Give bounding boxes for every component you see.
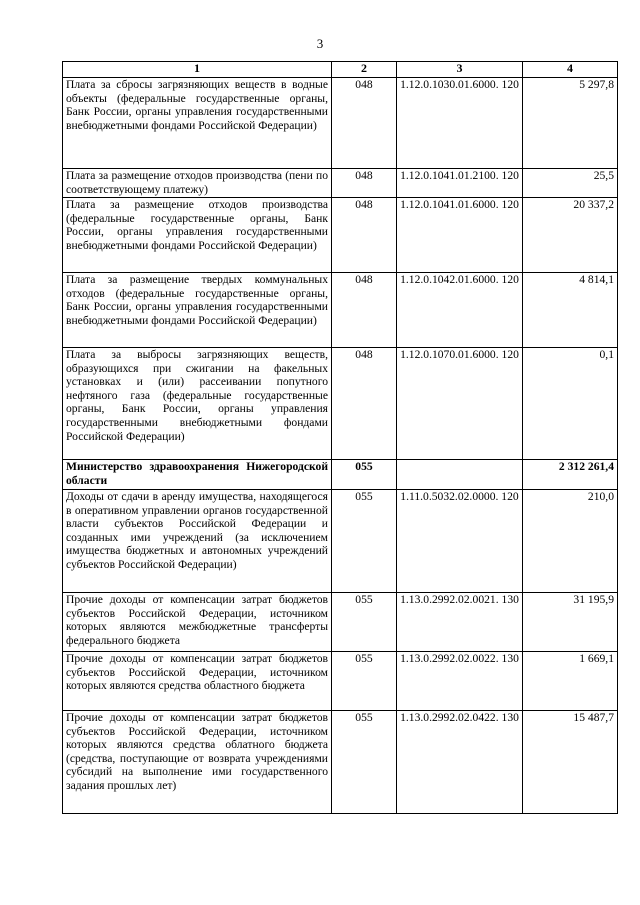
table-row: [63, 273, 618, 348]
table-header-row: [63, 62, 618, 78]
row-budget-code: [397, 460, 523, 490]
table-row: [63, 490, 618, 593]
row-description: Плата за размещение твердых коммунальных отходов (федеральные государственные органы, Банк России, органы управления государственными внебюджетными фондами Российской Федерации): [63, 273, 332, 348]
row-budget-code: 1.13.0.2992.02.0022. 130: [397, 652, 523, 711]
row-admin-code: 055: [332, 593, 397, 652]
row-description: Прочие доходы от компенсации затрат бюджетов субъектов Российской Федерации, источником которых являются межбюджетные трансферты федерального бюджета: [63, 593, 332, 652]
header-col-4: 4: [523, 62, 618, 78]
header-col-3: 3: [397, 62, 523, 78]
row-admin-code: 048: [332, 348, 397, 460]
table-row: [63, 348, 618, 460]
table-row: [63, 198, 618, 273]
row-amount: 2 312 261,4: [523, 460, 618, 490]
row-description: Министерство здравоохранения Нижегородской области: [63, 460, 332, 490]
row-amount: 15 487,7: [523, 711, 618, 814]
row-budget-code: 1.12.0.1042.01.6000. 120: [397, 273, 523, 348]
row-budget-code: 1.12.0.1041.01.6000. 120: [397, 198, 523, 273]
row-amount: 4 814,1: [523, 273, 618, 348]
row-description: Плата за выбросы загрязняющих веществ, образующихся при сжигании на факельных установках и (или) рассеивании попутного нефтяного газа (федеральные государственные органы, Банк России, органы управления государственными внебюджетными фондами Российской Федерации): [63, 348, 332, 460]
table-row: [63, 169, 618, 198]
row-description: Плата за размещение отходов производства (пени по соответствующему платежу): [63, 169, 332, 198]
row-amount: 1 669,1: [523, 652, 618, 711]
row-admin-code: 048: [332, 169, 397, 198]
row-description: Плата за размещение отходов производства (федеральные государственные органы, Банк России, органы управления государственными внебюджетными фондами Российской Федерации): [63, 198, 332, 273]
row-budget-code: 1.12.0.1030.01.6000. 120: [397, 78, 523, 169]
row-budget-code: 1.12.0.1041.01.2100. 120: [397, 169, 523, 198]
budget-revenue-table: [62, 61, 618, 814]
ministry-row: [63, 460, 618, 490]
row-admin-code: 048: [332, 273, 397, 348]
row-admin-code: 055: [332, 711, 397, 814]
row-budget-code: 1.13.0.2992.02.0422. 130: [397, 711, 523, 814]
row-admin-code: 048: [332, 198, 397, 273]
row-budget-code: 1.11.0.5032.02.0000. 120: [397, 490, 523, 593]
table-row: [63, 711, 618, 814]
table-row: [63, 593, 618, 652]
row-budget-code: 1.12.0.1070.01.6000. 120: [397, 348, 523, 460]
header-col-2: 2: [332, 62, 397, 78]
row-budget-code: 1.13.0.2992.02.0021. 130: [397, 593, 523, 652]
row-admin-code: 048: [332, 78, 397, 169]
row-description: Плата за сбросы загрязняющих веществ в водные объекты (федеральные государственные органы, Банк России, органы управления государственными внебюджетными фондами Российской Федерации): [63, 78, 332, 169]
row-amount: 210,0: [523, 490, 618, 593]
table-row: [63, 78, 618, 169]
table-row: [63, 652, 618, 711]
header-col-1: 1: [63, 62, 332, 78]
row-amount: 0,1: [523, 348, 618, 460]
row-admin-code: 055: [332, 460, 397, 490]
row-description: Доходы от сдачи в аренду имущества, находящегося в оперативном управлении органов государственной власти субъектов Российской Федерации и созданных ими учреждений (за исключением имущества бюджетных и автономных учреждений субъектов Российской Федерации): [63, 490, 332, 593]
row-admin-code: 055: [332, 652, 397, 711]
row-amount: 25,5: [523, 169, 618, 198]
row-description: Прочие доходы от компенсации затрат бюджетов субъектов Российской Федерации, источником которых являются средства облатного бюджета (средства, поступающие от возврата учреждениями субсидий на выполнение ими государственного задания прошлых лет): [63, 711, 332, 814]
row-amount: 20 337,2: [523, 198, 618, 273]
row-amount: 31 195,9: [523, 593, 618, 652]
row-admin-code: 055: [332, 490, 397, 593]
row-amount: 5 297,8: [523, 78, 618, 169]
page-number: 3: [316, 36, 324, 51]
row-description: Прочие доходы от компенсации затрат бюджетов субъектов Российской Федерации, источником которых являются средства областного бюджета: [63, 652, 332, 711]
